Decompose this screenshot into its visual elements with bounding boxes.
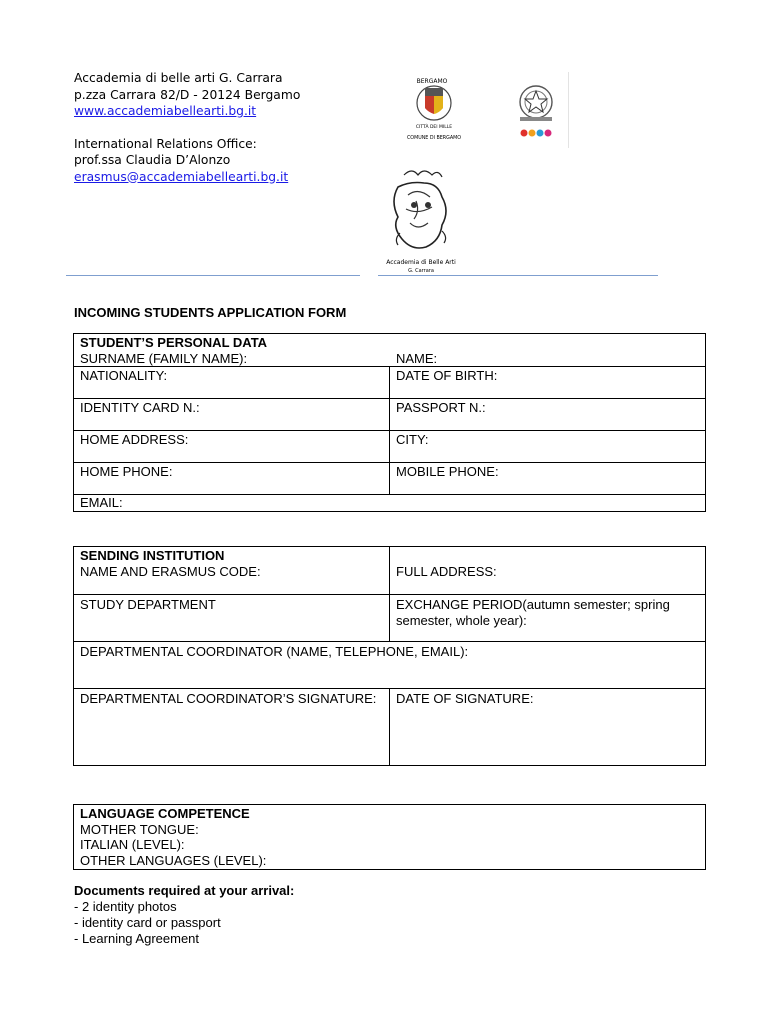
other-languages-field[interactable]: OTHER LANGUAGES (LEVEL): — [80, 852, 267, 868]
documents-heading: Documents required at your arrival: — [74, 883, 295, 898]
study-department-field[interactable]: STUDY DEPARTMENT — [74, 595, 390, 642]
home-address-field[interactable]: HOME ADDRESS: — [74, 431, 390, 463]
full-address-field[interactable]: FULL ADDRESS: — [390, 547, 706, 595]
coordinator-field[interactable]: DEPARTMENTAL COORDINATOR (NAME, TELEPHONE, EMAIL): — [74, 642, 706, 689]
office-label: International Relations Office: — [74, 136, 257, 151]
email-field[interactable]: EMAIL: — [74, 495, 706, 512]
bergamo-top-text: BERGAMO — [416, 78, 448, 85]
bergamo-caption: COMUNE DI BERGAMO — [406, 136, 462, 141]
form-title: INCOMING STUDENTS APPLICATION FORM — [74, 305, 347, 320]
personal-heading: STUDENT’S PERSONAL DATA — [80, 335, 268, 350]
academy-crest-icon — [386, 165, 456, 275]
name-field[interactable]: NAME: — [396, 350, 438, 366]
language-heading: LANGUAGE COMPETENCE — [80, 806, 250, 821]
personal-data-table — [73, 333, 706, 512]
mother-tongue-field[interactable]: MOTHER TONGUE: — [80, 821, 199, 837]
identity-card-field[interactable]: IDENTITY CARD N.: — [74, 399, 390, 431]
institution-header — [74, 70, 300, 185]
institution-name: Accademia di belle arti G. Carrara — [74, 71, 283, 85]
italian-emblem-icon — [520, 86, 552, 137]
erasmus-code-field[interactable]: NAME AND ERASMUS CODE: — [80, 563, 261, 579]
academy-caption-line1: Accademia di Belle Arti — [386, 259, 456, 266]
exchange-period-field[interactable]: EXCHANGE PERIOD(autumn semester; spring semester, whole year): — [390, 595, 706, 642]
documents-section — [74, 883, 294, 947]
header-divider-left — [66, 275, 360, 276]
home-phone-field[interactable]: HOME PHONE: — [74, 463, 390, 495]
bergamo-motto: CITTÀ DEI MILLE — [415, 125, 453, 130]
nationality-field[interactable]: NATIONALITY: — [74, 367, 390, 399]
institution-address: p.zza Carrara 82/D - 20124 Bergamo — [74, 87, 301, 102]
surname-field[interactable]: SURNAME (FAMILY NAME): — [80, 350, 248, 366]
academy-caption-line2: G. Carrara — [408, 268, 434, 274]
passport-field[interactable]: PASSPORT N.: — [390, 399, 706, 431]
mobile-phone-field[interactable]: MOBILE PHONE: — [390, 463, 706, 495]
header-divider-right — [378, 275, 658, 276]
coordinator-signature-field[interactable]: DEPARTMENTAL COORDINATOR’S SIGNATURE: — [74, 689, 390, 766]
sending-heading: SENDING INSTITUTION — [80, 548, 225, 563]
document-item: - Learning Agreement — [74, 931, 200, 946]
sending-institution-table — [73, 546, 706, 766]
document-item: - identity card or passport — [74, 915, 221, 930]
dob-field[interactable]: DATE OF BIRTH: — [390, 367, 706, 399]
language-table — [73, 804, 706, 870]
bergamo-coat-of-arms-icon — [388, 72, 568, 148]
document-item: - 2 identity photos — [74, 899, 177, 914]
website-link[interactable]: www.accademiabellearti.bg.it — [74, 104, 257, 118]
signature-date-field[interactable]: DATE OF SIGNATURE: — [390, 689, 706, 766]
email-link[interactable]: erasmus@accademiabellearti.bg.it — [74, 169, 289, 184]
italian-level-field[interactable]: ITALIAN (LEVEL): — [80, 837, 185, 852]
academy-crest — [386, 165, 456, 275]
office-contact: prof.ssa Claudia D’Alonzo — [74, 153, 231, 167]
city-field[interactable]: CITY: — [390, 431, 706, 463]
official-logos — [388, 72, 569, 148]
